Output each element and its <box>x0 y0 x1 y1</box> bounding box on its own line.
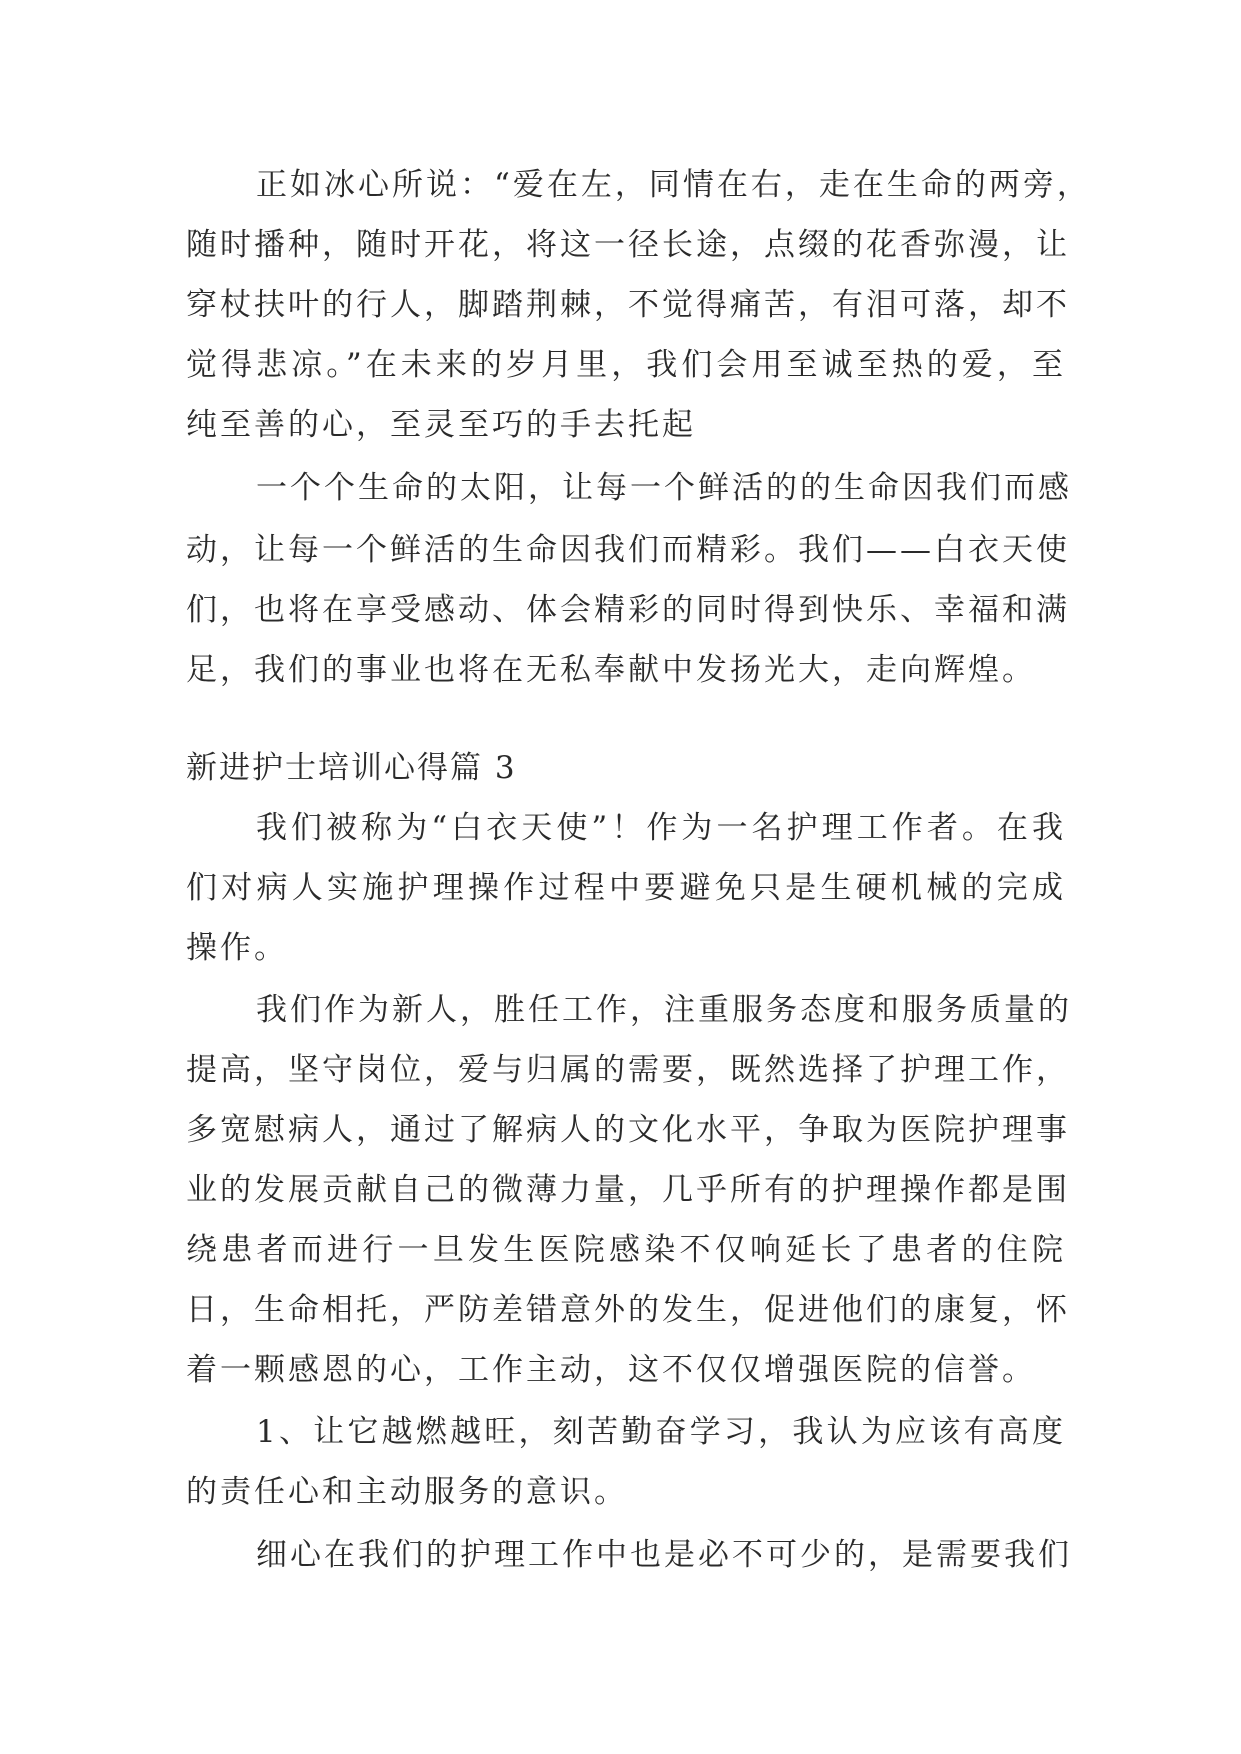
text-line: 正如冰心所说：“爱在左，同情在右，走在生命的两旁， <box>256 167 1091 203</box>
section-heading: 新进护士培训心得篇 3 <box>186 750 517 786</box>
text-line: 一个个生命的太阳，让每一个鲜活的的生命因我们而感 <box>256 470 1072 506</box>
text-line: 们对病人实施护理操作过程中要避免只是生硬机械的完成 <box>186 870 1066 906</box>
text-line: 着一颗感恩的心，工作主动，这不仅仅增强医院的信誉。 <box>186 1352 1036 1388</box>
text-line: 纯至善的心，至灵至巧的手去托起 <box>186 407 696 443</box>
text-line: 足，我们的事业也将在无私奉献中发扬光大，走向辉煌。 <box>186 652 1036 688</box>
text-line: 随时播种，随时开花，将这一径长途，点缀的花香弥漫，让 <box>186 227 1070 263</box>
text-line: 觉得悲凉。”在未来的岁月里，我们会用至诚至热的爱，至 <box>186 347 1066 383</box>
text-line: 操作。 <box>186 930 288 966</box>
text-line: 我们被称为“白衣天使”！作为一名护理工作者。在我 <box>256 810 1066 846</box>
text-line: 细心在我们的护理工作中也是必不可少的，是需要我们 <box>256 1537 1072 1573</box>
text-line: 1、让它越燃越旺，刻苦勤奋学习，我认为应该有高度 <box>256 1414 1066 1450</box>
text-line: 日，生命相托，严防差错意外的发生，促进他们的康复，怀 <box>186 1292 1070 1328</box>
text-line: 绕患者而进行一旦发生医院感染不仅响延长了患者的住院 <box>186 1232 1066 1268</box>
text-line: 们，也将在享受感动、体会精彩的同时得到快乐、幸福和满 <box>186 592 1070 628</box>
text-line: 我们作为新人，胜任工作，注重服务态度和服务质量的 <box>256 992 1072 1028</box>
text-line: 穿杖扶叶的行人，脚踏荆棘，不觉得痛苦，有泪可落，却不 <box>186 287 1070 323</box>
text-line: 动，让每一个鲜活的生命因我们而精彩。我们——白衣天使 <box>186 532 1070 568</box>
text-line: 的责任心和主动服务的意识。 <box>186 1474 628 1510</box>
text-line: 提高，坚守岗位，爱与归属的需要，既然选择了护理工作， <box>186 1052 1070 1088</box>
text-line: 多宽慰病人，通过了解病人的文化水平，争取为医院护理事 <box>186 1112 1070 1148</box>
text-line: 业的发展贡献自己的微薄力量，几乎所有的护理操作都是围 <box>186 1172 1070 1208</box>
